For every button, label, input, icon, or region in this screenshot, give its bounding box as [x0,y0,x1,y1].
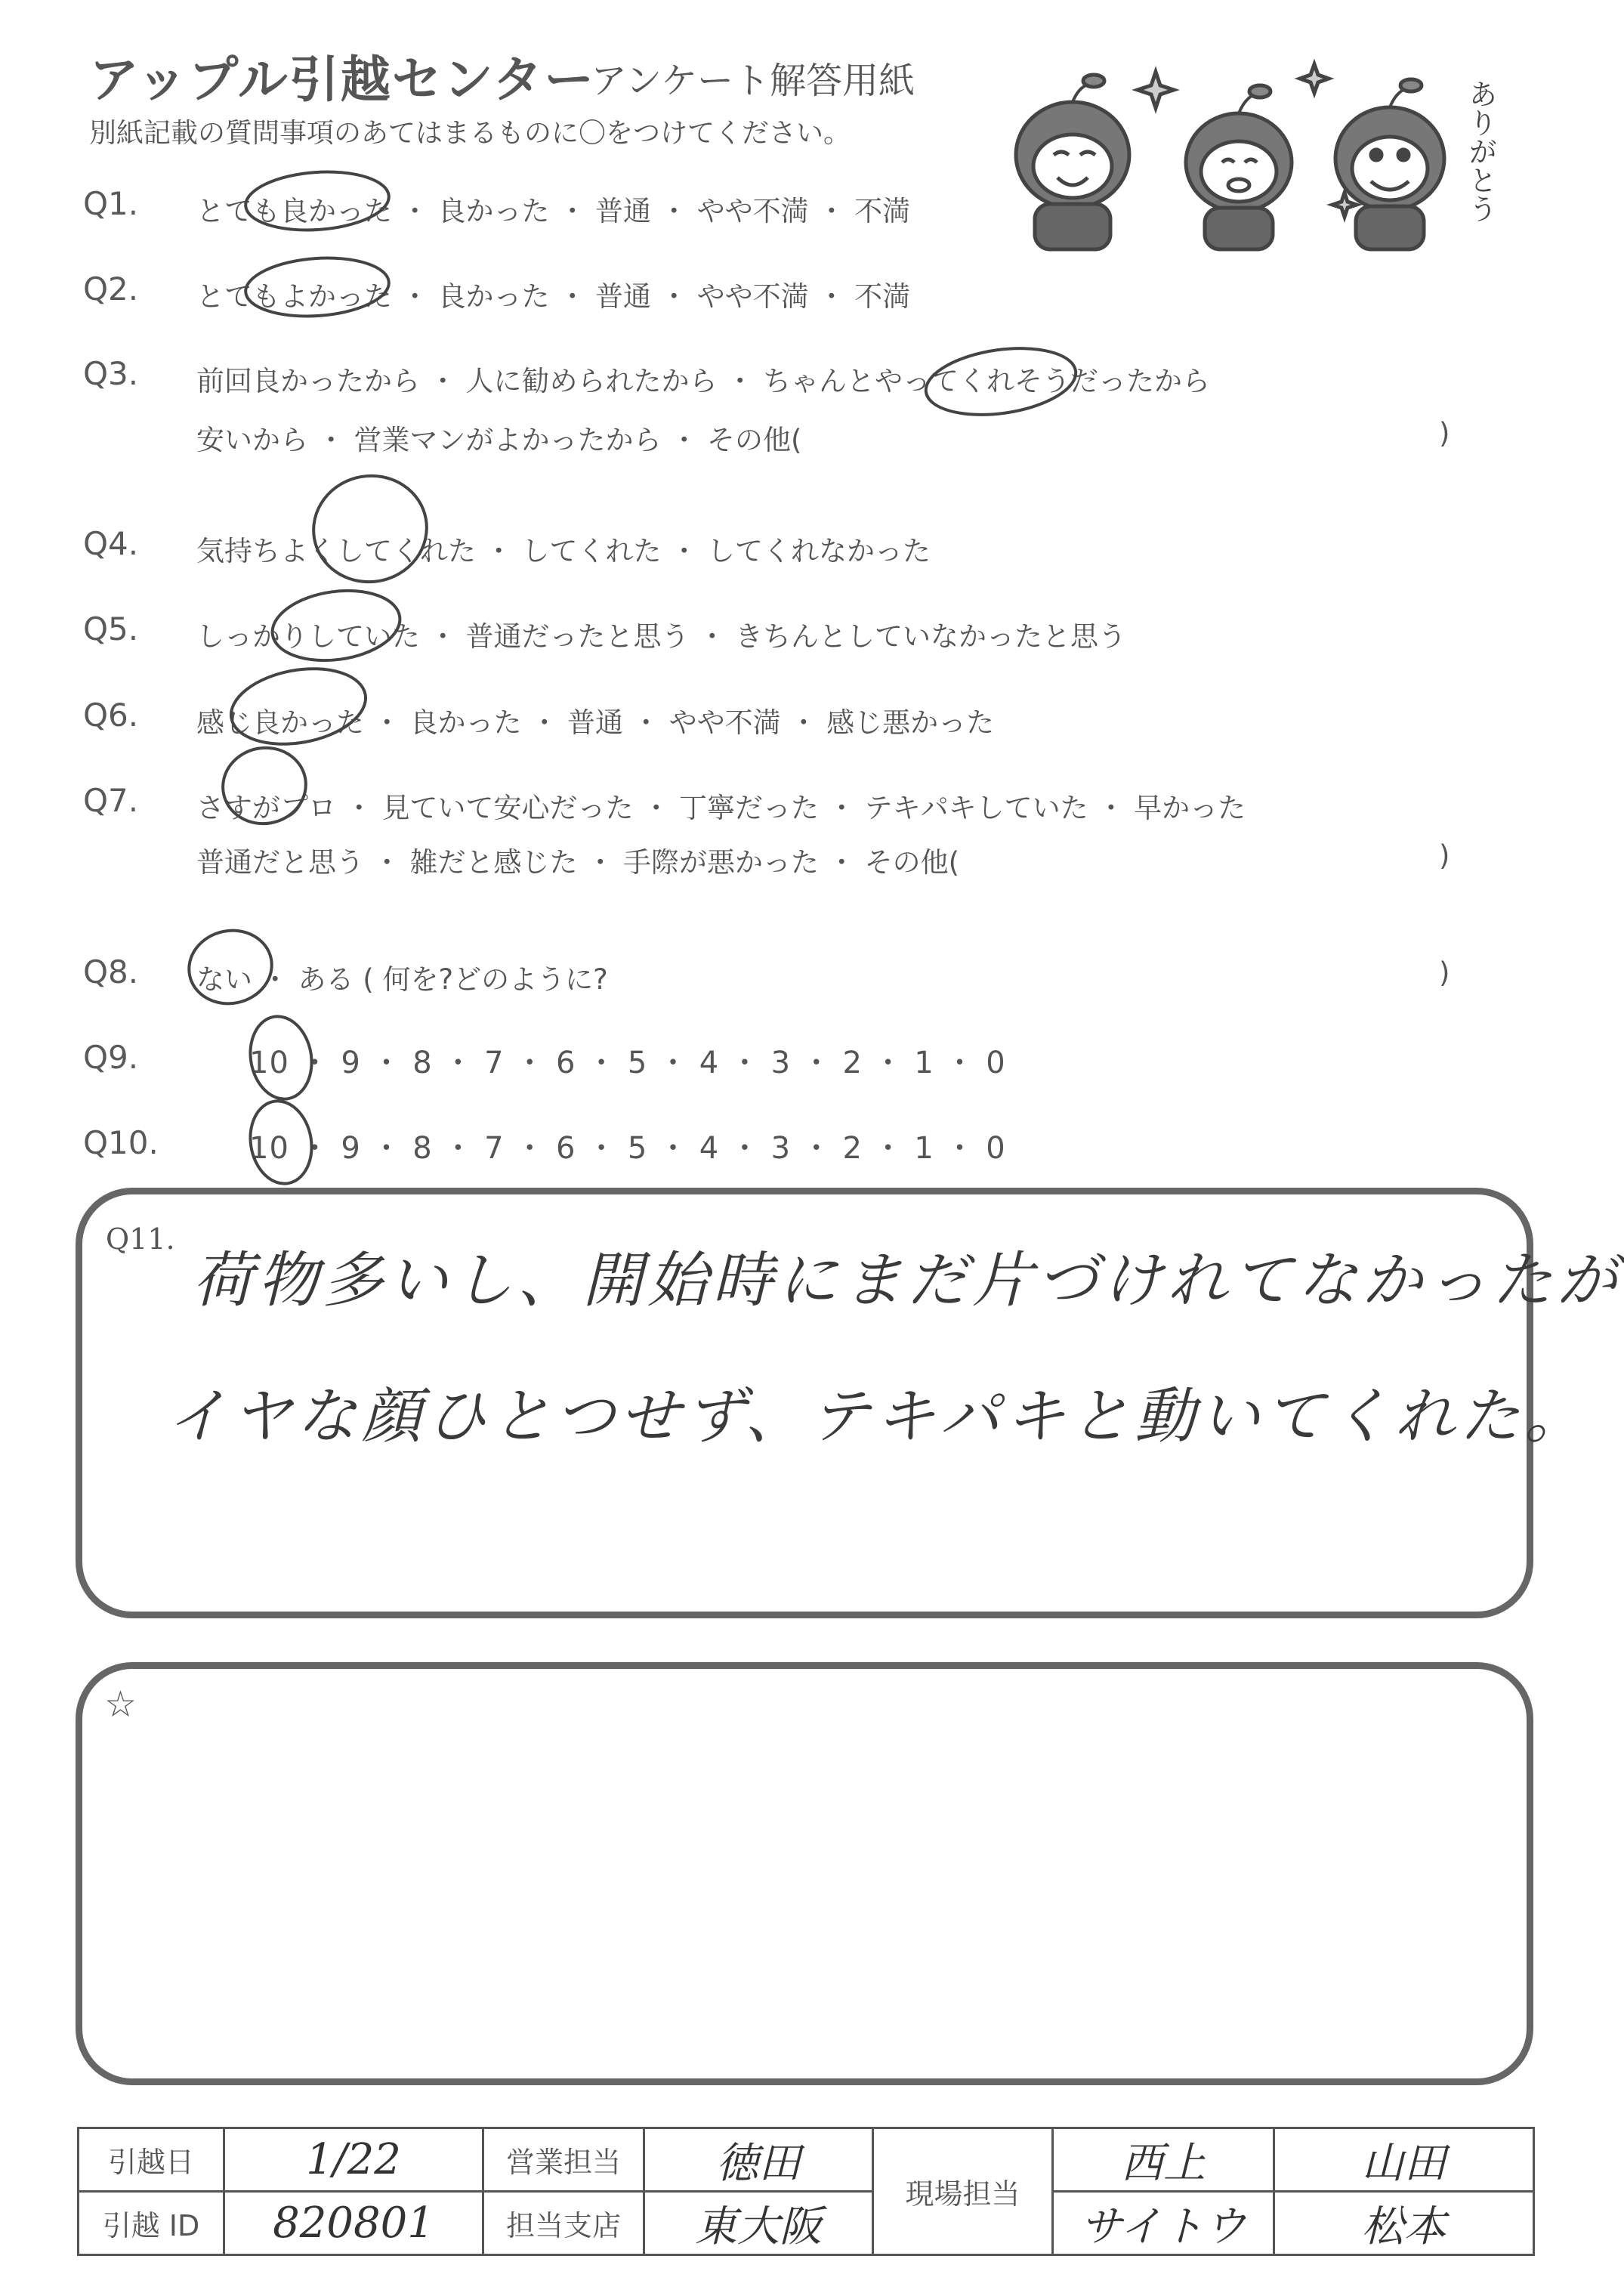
move-id-label: 引越 ID [79,2192,224,2255]
circle-mark-q8 [182,923,279,1012]
circle-mark-q4 [305,467,435,591]
sales-label: 営業担当 [483,2128,644,2192]
question-number: Q1. [83,185,139,222]
field-staff-3[interactable]: サイトウ [1053,2192,1274,2255]
circle-mark-q3 [922,339,1080,423]
move-id-value[interactable]: 820801 [224,2192,483,2255]
question-number: Q8. [83,953,139,990]
star-icon: ☆ [104,1683,137,1726]
star-comment-box[interactable] [76,1662,1533,2085]
rating-scale[interactable]: 10 ・ 9 ・ 8 ・ 7 ・ 6 ・ 5 ・ 4 ・ 3 ・ 2 ・ 1 ・ 0 [249,1131,1006,1166]
answer-options[interactable]: ない ・ ある ( 何を?どのように? [196,963,608,996]
circle-mark-q10 [244,1096,318,1188]
answer-options[interactable]: とても良かった ・ 良かった ・ 普通 ・ やや不満 ・ 不満 [196,195,911,227]
q11-label: Q11. [106,1222,175,1256]
question-number: Q4. [83,525,139,562]
circle-mark-q1 [244,167,391,234]
circle-mark-q6 [225,659,372,754]
answer-options[interactable]: 感じ良かった ・ 良かった ・ 普通 ・ やや不満 ・ 感じ悪かった [196,706,995,739]
answer-options[interactable]: とてもよかった ・ 良かった ・ 普通 ・ やや不満 ・ 不満 [196,280,911,313]
answer-options[interactable]: 前回良かったから ・ 人に勧められたから ・ ちゃんとやってくれそうだったから [196,365,1211,397]
branch-value[interactable]: 東大阪 [644,2192,873,2255]
question-number: Q7. [83,782,139,819]
question-number: Q5. [83,610,139,647]
branch-label: 担当支店 [483,2192,644,2255]
move-date-label: 引越日 [79,2128,224,2192]
question-number: Q9. [83,1039,139,1076]
question-number: Q2. [83,270,139,307]
company-title: アップル引越センター [89,51,596,109]
question-number: Q6. [83,697,139,734]
circle-mark-q9 [244,1012,318,1104]
move-date-value[interactable]: 1/22 [224,2128,483,2192]
instruction-text: 別紙記載の質問事項のあてはまるものに〇をつけてください。 [89,118,851,149]
field-staff-label: 現場担当 [873,2128,1053,2255]
answer-options[interactable]: しっかりしていた ・ 普通だったと思う ・ きちんとしていなかったと思う [196,620,1127,653]
mascot-thanks-text: ありがとう [1464,79,1497,223]
paren-close: ) [1439,839,1450,872]
answer-options-line2[interactable]: 普通だと思う ・ 雑だと感じた ・ 手際が悪かった ・ その他( [196,846,960,879]
circle-mark-q7 [217,741,312,830]
answer-options[interactable]: 気持ちよくしてくれた ・ してくれた ・ してくれなかった [196,535,931,567]
question-number: Q3. [83,355,139,392]
field-staff-4[interactable]: 松本 [1274,2192,1534,2255]
paren-close: ) [1439,417,1450,450]
answer-options[interactable]: さすがプロ ・ 見ていて安心だった ・ 丁寧だった ・ テキパキしていた ・ 早かった [196,792,1246,824]
move-info-table [77,2127,1535,2256]
circle-mark-q5 [268,583,405,669]
field-staff-2[interactable]: 山田 [1274,2128,1534,2192]
rating-scale[interactable]: 10 ・ 9 ・ 8 ・ 7 ・ 6 ・ 5 ・ 4 ・ 3 ・ 2 ・ 1 ・ 0 [249,1046,1006,1080]
q11-handwriting-line2: イヤな顔ひとつせず、テキパキと動いてくれた。 [166,1381,1589,1451]
circle-mark-q2 [244,253,391,320]
field-staff-1[interactable]: 西上 [1053,2128,1274,2192]
form-title: アンケート解答用紙 [591,60,915,102]
sales-value[interactable]: 徳田 [644,2128,873,2192]
question-number: Q10. [83,1124,159,1161]
q11-handwriting-line1: 荷物多いし、開始時にまだ片づけれてなかったが [193,1245,1622,1315]
paren-close: ) [1439,956,1450,989]
answer-options-line2[interactable]: 安いから ・ 営業マンがよかったから ・ その他( [196,424,802,456]
